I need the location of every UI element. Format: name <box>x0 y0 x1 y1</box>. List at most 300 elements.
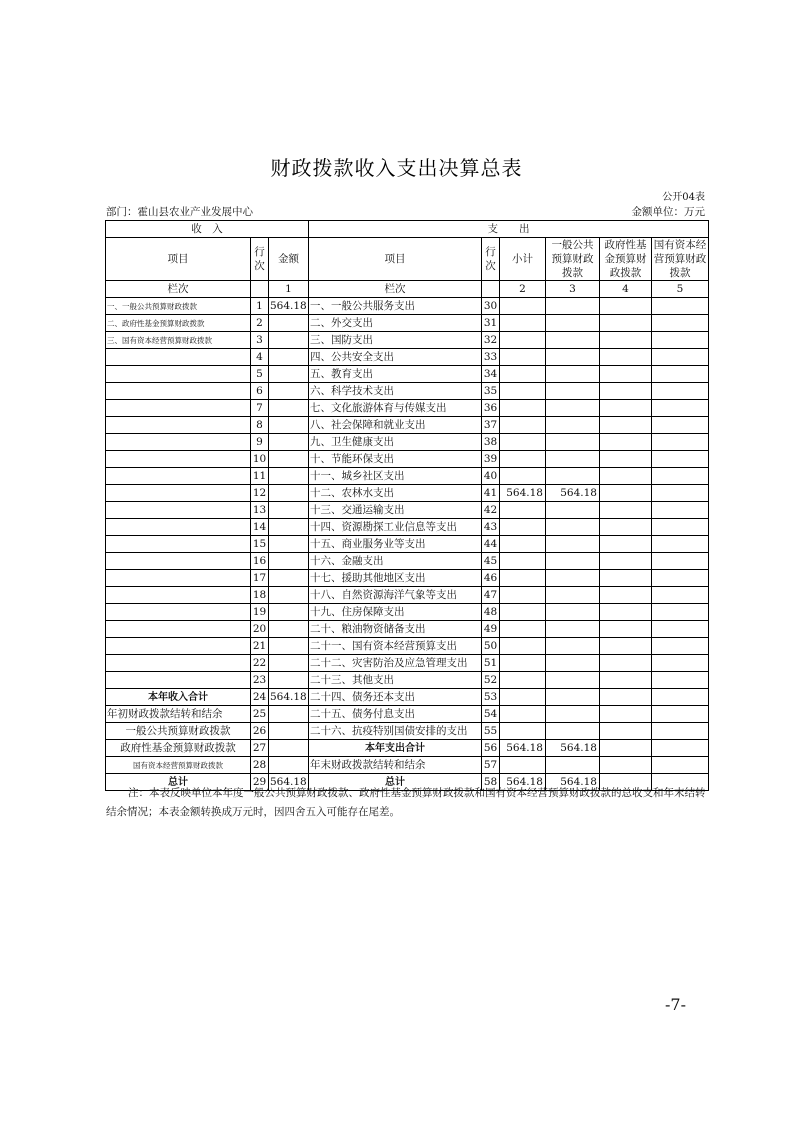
income-item-cell <box>106 417 251 434</box>
subtotal-cell <box>500 587 546 604</box>
state-capital-cell <box>652 723 709 740</box>
column-number: 1 <box>269 281 309 298</box>
state-capital-cell <box>652 604 709 621</box>
expense-item-cell: 三、国防支出 <box>309 332 482 349</box>
expense-line-cell: 49 <box>482 621 500 638</box>
gov-fund-cell <box>600 587 652 604</box>
fiscal-summary-table <box>105 220 709 791</box>
column-number: 4 <box>600 281 652 298</box>
general-budget-cell <box>546 349 600 366</box>
expense-line-cell: 54 <box>482 706 500 723</box>
state-capital-cell <box>652 400 709 417</box>
income-line-cell: 26 <box>251 723 269 740</box>
expense-item-cell: 二十、粮油物资储备支出 <box>309 621 482 638</box>
gov-fund-cell <box>600 451 652 468</box>
state-capital-cell <box>652 638 709 655</box>
gov-fund-cell <box>600 536 652 553</box>
state-capital-cell <box>652 315 709 332</box>
expense-section-header: 支 出 <box>309 221 709 238</box>
expense-line-cell: 35 <box>482 383 500 400</box>
gov-fund-cell <box>600 672 652 689</box>
state-capital-cell <box>652 587 709 604</box>
income-line-cell: 11 <box>251 468 269 485</box>
income-item-cell <box>106 553 251 570</box>
income-item-cell <box>106 638 251 655</box>
gov-fund-cell <box>600 570 652 587</box>
income-line-cell: 2 <box>251 315 269 332</box>
expense-line-cell: 53 <box>482 689 500 706</box>
state-capital-cell <box>652 434 709 451</box>
income-item-cell <box>106 587 251 604</box>
general-budget-cell <box>546 655 600 672</box>
income-amount-cell <box>269 672 309 689</box>
income-amount-cell <box>269 349 309 366</box>
income-line-cell: 16 <box>251 553 269 570</box>
general-budget-cell <box>546 536 600 553</box>
state-capital-cell <box>652 706 709 723</box>
income-item-cell <box>106 672 251 689</box>
column-header-row <box>106 238 709 281</box>
expense-line-cell: 56 <box>482 740 500 757</box>
state-capital-cell <box>652 366 709 383</box>
expense-line-cell: 36 <box>482 400 500 417</box>
state-capital-cell <box>652 332 709 349</box>
gov-fund-cell <box>600 315 652 332</box>
general-budget-cell <box>546 417 600 434</box>
table-row <box>106 672 709 689</box>
income-line-cell: 17 <box>251 570 269 587</box>
expense-item-cell: 十一、城乡社区支出 <box>309 468 482 485</box>
subtotal-cell <box>500 570 546 587</box>
form-number: 公开04表 <box>662 192 705 203</box>
table-row <box>106 502 709 519</box>
income-item-cell <box>106 655 251 672</box>
expense-item-cell: 十、节能环保支出 <box>309 451 482 468</box>
state-capital-cell <box>652 468 709 485</box>
table-row <box>106 434 709 451</box>
table-row <box>106 570 709 587</box>
table-row <box>106 298 709 315</box>
expense-line-cell: 48 <box>482 604 500 621</box>
expense-line-cell: 34 <box>482 366 500 383</box>
income-line-header: 行次 <box>251 238 269 281</box>
expense-item-header: 项目 <box>309 238 482 281</box>
subtotal-cell <box>500 723 546 740</box>
general-budget-cell <box>546 553 600 570</box>
income-item-cell: 一、一般公共预算财政拨款 <box>106 298 251 315</box>
income-line-cell: 22 <box>251 655 269 672</box>
income-item-cell <box>106 349 251 366</box>
income-amount-header: 金额 <box>269 238 309 281</box>
income-item-cell <box>106 570 251 587</box>
table-row <box>106 383 709 400</box>
gov-fund-cell <box>600 706 652 723</box>
income-item-cell: 年初财政拨款结转和结余 <box>106 706 251 723</box>
state-capital-cell <box>652 451 709 468</box>
state-capital-cell <box>652 485 709 502</box>
income-line-cell: 27 <box>251 740 269 757</box>
subtotal-cell <box>500 417 546 434</box>
table-row <box>106 655 709 672</box>
subtotal-cell <box>500 757 546 774</box>
expense-item-cell: 十三、交通运输支出 <box>309 502 482 519</box>
income-item-cell <box>106 400 251 417</box>
general-budget-cell <box>546 689 600 706</box>
expense-line-cell: 43 <box>482 519 500 536</box>
income-line-cell: 20 <box>251 621 269 638</box>
subtotal-cell <box>500 434 546 451</box>
subtotal-cell <box>500 706 546 723</box>
table-row <box>106 706 709 723</box>
income-line-cell: 28 <box>251 757 269 774</box>
income-line-cell: 19 <box>251 604 269 621</box>
subtotal-cell <box>500 451 546 468</box>
income-amount-cell <box>269 332 309 349</box>
gov-fund-cell <box>600 485 652 502</box>
page-title: 财政拨款收入支出决算总表 <box>270 156 523 180</box>
general-budget-cell <box>546 451 600 468</box>
income-line-cell: 29 <box>251 774 269 791</box>
state-capital-cell <box>652 672 709 689</box>
subtotal-cell <box>500 672 546 689</box>
general-budget-cell: 564.18 <box>546 485 600 502</box>
table-row <box>106 315 709 332</box>
expense-line-cell: 33 <box>482 349 500 366</box>
gov-fund-cell <box>600 689 652 706</box>
table-row <box>106 757 709 774</box>
general-budget-header: 一般公共预算财政拨款 <box>546 238 600 281</box>
gov-fund-cell <box>600 332 652 349</box>
income-line-cell: 23 <box>251 672 269 689</box>
subtotal-cell <box>500 366 546 383</box>
income-item-cell <box>106 451 251 468</box>
subtotal-cell <box>500 604 546 621</box>
income-amount-cell <box>269 417 309 434</box>
column-number: 3 <box>546 281 600 298</box>
expense-line-cell: 41 <box>482 485 500 502</box>
gov-fund-cell <box>600 417 652 434</box>
subtotal-cell: 564.18 <box>500 740 546 757</box>
income-amount-cell <box>269 706 309 723</box>
income-amount-cell <box>269 587 309 604</box>
general-budget-cell <box>546 366 600 383</box>
income-line-cell: 15 <box>251 536 269 553</box>
general-budget-cell <box>546 604 600 621</box>
income-amount-cell <box>269 502 309 519</box>
expense-line-cell: 39 <box>482 451 500 468</box>
income-amount-cell <box>269 536 309 553</box>
state-capital-cell <box>652 689 709 706</box>
page-number: -7- <box>665 995 686 1014</box>
column-number: 2 <box>500 281 546 298</box>
income-line-cell: 5 <box>251 366 269 383</box>
gov-fund-cell <box>600 383 652 400</box>
income-amount-cell <box>269 400 309 417</box>
gov-fund-cell <box>600 434 652 451</box>
income-amount-cell <box>269 655 309 672</box>
income-item-cell: 本年收入合计 <box>106 689 251 706</box>
income-line-cell: 9 <box>251 434 269 451</box>
expense-line-cell: 37 <box>482 417 500 434</box>
income-line-cell: 24 <box>251 689 269 706</box>
gov-fund-cell <box>600 366 652 383</box>
subtotal-cell <box>500 689 546 706</box>
expense-line-cell: 42 <box>482 502 500 519</box>
state-capital-cell <box>652 298 709 315</box>
income-amount-cell <box>269 519 309 536</box>
subtotal-cell <box>500 332 546 349</box>
income-line-cell: 7 <box>251 400 269 417</box>
gov-fund-cell <box>600 400 652 417</box>
gov-fund-cell <box>600 349 652 366</box>
income-line-cell: 8 <box>251 417 269 434</box>
gov-fund-cell <box>600 621 652 638</box>
state-capital-cell <box>652 519 709 536</box>
income-item-cell: 三、国有资本经营预算财政拨款 <box>106 332 251 349</box>
table-row <box>106 587 709 604</box>
income-item-cell <box>106 383 251 400</box>
general-budget-cell <box>546 400 600 417</box>
income-item-cell: 国有资本经营预算财政拨款 <box>106 757 251 774</box>
general-budget-cell <box>546 723 600 740</box>
table-row <box>106 689 709 706</box>
expense-item-cell: 二十二、灾害防治及应急管理支出 <box>309 655 482 672</box>
subtotal-cell: 564.18 <box>500 774 546 791</box>
income-line-cell: 21 <box>251 638 269 655</box>
table-row <box>106 519 709 536</box>
state-capital-cell <box>652 740 709 757</box>
income-line-cell: 1 <box>251 298 269 315</box>
footnote: 注：本表反映单位本年度一般公共预算财政拨款、政府性基金预算财政拨款和国有资本经营预算财政拨款的总收支和年末结转结余情况；本表金额转换成万元时，因四舍五入可能存在尾差。 <box>106 787 706 818</box>
income-amount-cell <box>269 434 309 451</box>
subtotal-cell <box>500 638 546 655</box>
state-capital-cell <box>652 621 709 638</box>
gov-fund-cell <box>600 740 652 757</box>
column-number: 5 <box>652 281 709 298</box>
income-amount-cell: 564.18 <box>269 774 309 791</box>
expense-item-cell: 二十四、债务还本支出 <box>309 689 482 706</box>
income-amount-cell <box>269 451 309 468</box>
expense-item-cell: 年末财政拨款结转和结余 <box>309 757 482 774</box>
subtotal-cell <box>500 383 546 400</box>
subtotal-cell <box>500 519 546 536</box>
income-amount-cell <box>269 604 309 621</box>
amount-unit-label: 金额单位：万元 <box>631 206 705 218</box>
income-item-cell <box>106 366 251 383</box>
income-item-cell <box>106 485 251 502</box>
income-item-cell: 二、政府性基金预算财政拨款 <box>106 315 251 332</box>
general-budget-cell <box>546 298 600 315</box>
income-item-cell <box>106 434 251 451</box>
table-row <box>106 468 709 485</box>
subtotal-cell: 564.18 <box>500 485 546 502</box>
state-capital-cell <box>652 383 709 400</box>
general-budget-cell <box>546 706 600 723</box>
general-budget-cell <box>546 519 600 536</box>
table-row <box>106 740 709 757</box>
general-budget-cell <box>546 587 600 604</box>
subtotal-header: 小计 <box>500 238 546 281</box>
table-body <box>106 298 709 791</box>
income-item-cell: 总计 <box>106 774 251 791</box>
general-budget-cell <box>546 332 600 349</box>
general-budget-cell <box>546 315 600 332</box>
income-item-cell <box>106 604 251 621</box>
subtotal-cell <box>500 502 546 519</box>
income-line-cell: 12 <box>251 485 269 502</box>
expense-line-cell: 40 <box>482 468 500 485</box>
expense-line-cell: 46 <box>482 570 500 587</box>
income-amount-cell <box>269 553 309 570</box>
general-budget-cell <box>546 672 600 689</box>
gov-fund-cell <box>600 638 652 655</box>
income-amount-cell <box>269 740 309 757</box>
gov-fund-cell <box>600 553 652 570</box>
gov-fund-cell <box>600 757 652 774</box>
expense-line-cell: 45 <box>482 553 500 570</box>
expense-line-cell: 32 <box>482 332 500 349</box>
state-capital-cell <box>652 570 709 587</box>
income-column-label: 栏次 <box>106 281 251 298</box>
gov-fund-cell <box>600 502 652 519</box>
gov-fund-cell <box>600 519 652 536</box>
subtotal-cell <box>500 553 546 570</box>
general-budget-cell <box>546 383 600 400</box>
expense-item-cell: 十六、金融支出 <box>309 553 482 570</box>
subtotal-cell <box>500 655 546 672</box>
state-capital-header: 国有资本经营预算财政拨款 <box>652 238 709 281</box>
gov-fund-cell <box>600 468 652 485</box>
subtotal-cell <box>500 349 546 366</box>
income-item-cell: 政府性基金预算财政拨款 <box>106 740 251 757</box>
expense-line-cell: 38 <box>482 434 500 451</box>
income-amount-cell <box>269 621 309 638</box>
state-capital-cell <box>652 655 709 672</box>
table-row <box>106 451 709 468</box>
gov-fund-cell <box>600 604 652 621</box>
expense-item-cell: 九、卫生健康支出 <box>309 434 482 451</box>
subtotal-cell <box>500 298 546 315</box>
income-line-cell: 4 <box>251 349 269 366</box>
department-label: 部门：霍山县农业产业发展中心 <box>106 206 253 218</box>
expense-item-cell: 八、社会保障和就业支出 <box>309 417 482 434</box>
income-item-cell <box>106 519 251 536</box>
expense-line-cell: 47 <box>482 587 500 604</box>
income-line-cell: 10 <box>251 451 269 468</box>
expense-item-cell: 十四、资源勘探工业信息等支出 <box>309 519 482 536</box>
subtotal-cell <box>500 400 546 417</box>
income-amount-cell <box>269 485 309 502</box>
income-amount-cell <box>269 468 309 485</box>
income-line-cell: 13 <box>251 502 269 519</box>
table-row <box>106 553 709 570</box>
table-row <box>106 366 709 383</box>
income-amount-cell <box>269 757 309 774</box>
income-amount-cell <box>269 383 309 400</box>
expense-line-cell: 55 <box>482 723 500 740</box>
income-amount-cell <box>269 315 309 332</box>
income-amount-cell: 564.18 <box>269 298 309 315</box>
state-capital-cell <box>652 757 709 774</box>
expense-item-cell: 一、一般公共服务支出 <box>309 298 482 315</box>
subtotal-cell <box>500 536 546 553</box>
table-row <box>106 604 709 621</box>
expense-item-cell: 五、教育支出 <box>309 366 482 383</box>
income-item-header: 项目 <box>106 238 251 281</box>
general-budget-cell <box>546 621 600 638</box>
expense-line-header: 行次 <box>482 238 500 281</box>
income-amount-cell <box>269 723 309 740</box>
expense-item-cell: 二十六、抗疫特别国债安排的支出 <box>309 723 482 740</box>
expense-line-cell: 52 <box>482 672 500 689</box>
income-section-header: 收 入 <box>106 221 309 238</box>
general-budget-cell <box>546 570 600 587</box>
empty-cell <box>482 281 500 298</box>
table-row <box>106 621 709 638</box>
expense-item-cell: 十五、商业服务业等支出 <box>309 536 482 553</box>
empty-cell <box>251 281 269 298</box>
expense-item-cell: 四、公共安全支出 <box>309 349 482 366</box>
table-row <box>106 417 709 434</box>
income-item-cell <box>106 536 251 553</box>
income-item-cell <box>106 468 251 485</box>
table-row <box>106 349 709 366</box>
expense-item-cell: 七、文化旅游体育与传媒支出 <box>309 400 482 417</box>
subtotal-cell <box>500 468 546 485</box>
income-amount-cell <box>269 570 309 587</box>
income-amount-cell <box>269 638 309 655</box>
state-capital-cell <box>652 553 709 570</box>
general-budget-cell <box>546 638 600 655</box>
expense-item-cell: 总计 <box>309 774 482 791</box>
income-item-cell <box>106 621 251 638</box>
general-budget-cell <box>546 757 600 774</box>
section-header-row <box>106 221 709 238</box>
gov-fund-cell <box>600 655 652 672</box>
income-line-cell: 18 <box>251 587 269 604</box>
gov-fund-cell <box>600 723 652 740</box>
expense-line-cell: 30 <box>482 298 500 315</box>
expense-line-cell: 31 <box>482 315 500 332</box>
expense-item-cell: 二十五、债务付息支出 <box>309 706 482 723</box>
column-number-row <box>106 281 709 298</box>
state-capital-cell <box>652 502 709 519</box>
general-budget-cell: 564.18 <box>546 740 600 757</box>
expense-item-cell: 二、外交支出 <box>309 315 482 332</box>
table-row <box>106 536 709 553</box>
general-budget-cell <box>546 502 600 519</box>
state-capital-cell <box>652 417 709 434</box>
income-item-cell <box>106 502 251 519</box>
subtotal-cell <box>500 315 546 332</box>
income-line-cell: 6 <box>251 383 269 400</box>
expense-item-cell: 十九、住房保障支出 <box>309 604 482 621</box>
expense-line-cell: 44 <box>482 536 500 553</box>
gov-fund-cell <box>600 298 652 315</box>
expense-line-cell: 57 <box>482 757 500 774</box>
expense-item-cell: 本年支出合计 <box>309 740 482 757</box>
expense-column-label: 栏次 <box>309 281 482 298</box>
general-budget-cell <box>546 468 600 485</box>
table-row <box>106 400 709 417</box>
expense-item-cell: 十二、农林水支出 <box>309 485 482 502</box>
subtotal-cell <box>500 621 546 638</box>
table-row <box>106 723 709 740</box>
expense-line-cell: 51 <box>482 655 500 672</box>
income-line-cell: 14 <box>251 519 269 536</box>
income-line-cell: 25 <box>251 706 269 723</box>
income-amount-cell <box>269 366 309 383</box>
